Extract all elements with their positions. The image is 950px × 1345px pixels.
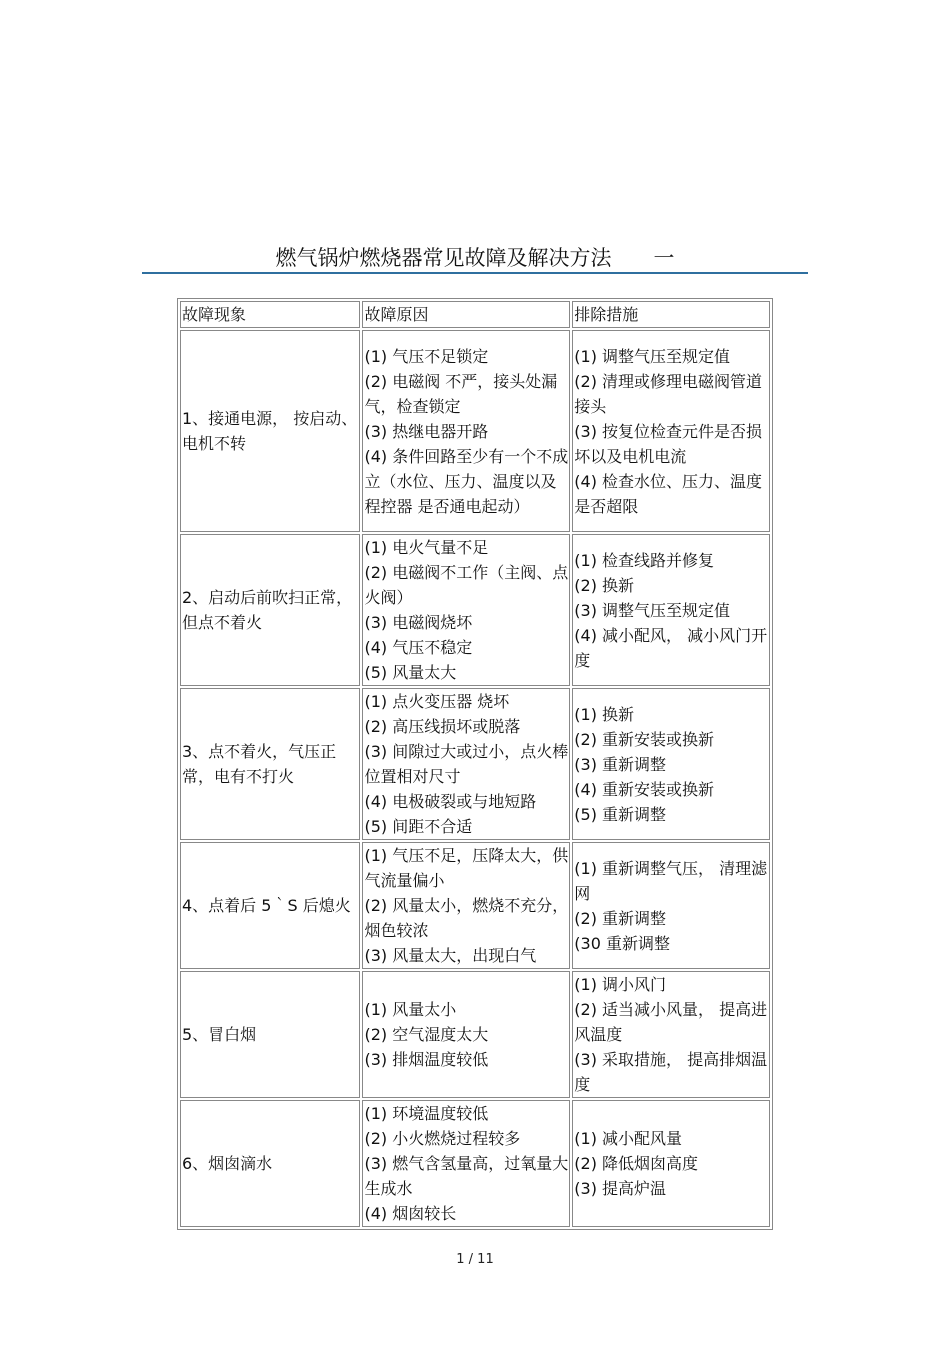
- fix-item: (5) 重新调整: [574, 804, 667, 824]
- symptom-cell: 6、烟囱滴水: [180, 1100, 360, 1227]
- fix-item: (4) 检查水位、压力、温度是否超限: [574, 471, 763, 516]
- cause-item: (1) 点火变压器 烧坏: [364, 692, 510, 711]
- fix-item: (4) 重新安装或换新: [574, 779, 715, 799]
- cause-item: (2) 空气湿度太大: [364, 1025, 489, 1044]
- symptom-cell: 5、冒白烟: [180, 971, 360, 1098]
- cause-item: (5) 风量太大: [364, 663, 457, 682]
- fix-item: (2) 适当减小风量， 提高进风温度: [574, 1000, 768, 1044]
- cause-item: (1) 环境温度较低: [364, 1104, 489, 1123]
- cause-item: (1) 气压不足，压降太大，供气流量偏小: [364, 846, 569, 890]
- cause-cell: [362, 330, 570, 532]
- fix-item: (3) 重新调整: [574, 754, 667, 774]
- fix-item: (1) 调整气压至规定值: [574, 346, 731, 366]
- symptom-cell: 1、接通电源， 按启动、电机不转: [180, 330, 360, 532]
- fix-item: (1) 重新调整气压， 清理滤网: [574, 858, 768, 903]
- fix-cell: [572, 971, 770, 1098]
- page-number: 1 / 11: [456, 1252, 494, 1267]
- cause-item: (3) 燃气含氢量高，过氧量大生成水: [364, 1154, 569, 1198]
- fix-item: (2) 清理或修理电磁阀管道接头: [574, 371, 763, 416]
- cause-item: (3) 排烟温度较低: [364, 1050, 489, 1069]
- cause-item: (5) 间距不合适: [364, 817, 473, 836]
- header-fix: 排除措施: [572, 301, 770, 328]
- fix-item: (1) 减小配风量: [574, 1129, 683, 1148]
- cause-cell: [362, 842, 570, 969]
- fix-item: (3) 采取措施， 提高排烟温度: [574, 1050, 768, 1094]
- cause-item: (2) 高压线损坏或脱落: [364, 717, 521, 736]
- fix-item: (2) 降低烟囱高度: [574, 1154, 699, 1173]
- cause-item: (4) 气压不稳定: [364, 638, 473, 657]
- fix-item: (3) 按复位检查元件是否损坏以及电机电流: [574, 421, 763, 466]
- symptom-cell: 2、启动后前吹扫正常，但点不着火: [180, 534, 360, 686]
- cause-item: (1) 电火气量不足: [364, 538, 489, 557]
- symptom-cell: 3、点不着火，气压正常，电有不打火: [180, 688, 360, 840]
- cause-item: (2) 风量太小，燃烧不充分，烟色较浓: [364, 896, 569, 940]
- cause-item: (1) 风量太小: [364, 1000, 457, 1019]
- cause-item: (2) 小火燃烧过程较多: [364, 1129, 521, 1148]
- cause-cell: [362, 971, 570, 1098]
- table-header-row: [180, 301, 770, 328]
- cause-item: (3) 间隙过大或过小，点火棒位置相对尺寸: [364, 742, 569, 786]
- cause-item: (4) 烟囱较长: [364, 1204, 457, 1223]
- fix-cell: [572, 688, 770, 840]
- cause-item: (2) 电磁阀 不严，接头处漏气，检查锁定: [364, 371, 558, 416]
- cause-item: (3) 风量太大，出现白气: [364, 946, 537, 965]
- fix-item: (3) 提高炉温: [574, 1179, 667, 1198]
- table-row: [180, 1100, 770, 1227]
- fix-cell: [572, 534, 770, 686]
- table-row: [180, 534, 770, 686]
- cause-item: (1) 气压不足锁定: [364, 346, 489, 366]
- table-row: [180, 688, 770, 840]
- fix-item: (4) 减小配风， 减小风门开度: [574, 625, 768, 670]
- fix-item: (1) 换新: [574, 704, 635, 724]
- cause-item: (3) 电磁阀烧坏: [364, 613, 473, 632]
- fix-item: (1) 检查线路并修复: [574, 550, 715, 570]
- cause-cell: [362, 688, 570, 840]
- fix-cell: [572, 1100, 770, 1227]
- fix-item: (2) 换新: [574, 575, 635, 595]
- title-underline: [142, 272, 808, 274]
- cause-cell: [362, 534, 570, 686]
- fix-item: (30 重新调整: [574, 933, 670, 953]
- cause-item: (4) 条件回路至少有一个不成立（水位、压力、温度以及 程控器 是否通电起动）: [364, 446, 569, 516]
- table-row: [180, 971, 770, 1098]
- header-cause: 故障原因: [362, 301, 570, 328]
- symptom-cell: 4、点着后 5｀S 后熄火: [180, 842, 360, 969]
- cause-cell: [362, 1100, 570, 1227]
- fix-item: (2) 重新安装或换新: [574, 729, 715, 749]
- page-title: 燃气锅炉燃烧器常见故障及解决方法 一: [275, 246, 675, 270]
- fix-item: (2) 重新调整: [574, 908, 667, 928]
- fix-item: (3) 调整气压至规定值: [574, 600, 731, 620]
- cause-item: (4) 电极破裂或与地短路: [364, 792, 537, 811]
- cause-item: (3) 热继电器开路: [364, 421, 489, 441]
- cause-item: (2) 电磁阀不工作（主阀、点火阀）: [364, 563, 569, 607]
- fault-table: [177, 298, 773, 1230]
- fix-cell: [572, 330, 770, 532]
- header-symptom: 故障现象: [180, 301, 360, 328]
- fix-cell: [572, 842, 770, 969]
- table-row: [180, 330, 770, 532]
- fix-item: (1) 调小风门: [574, 975, 667, 994]
- table-row: [180, 842, 770, 969]
